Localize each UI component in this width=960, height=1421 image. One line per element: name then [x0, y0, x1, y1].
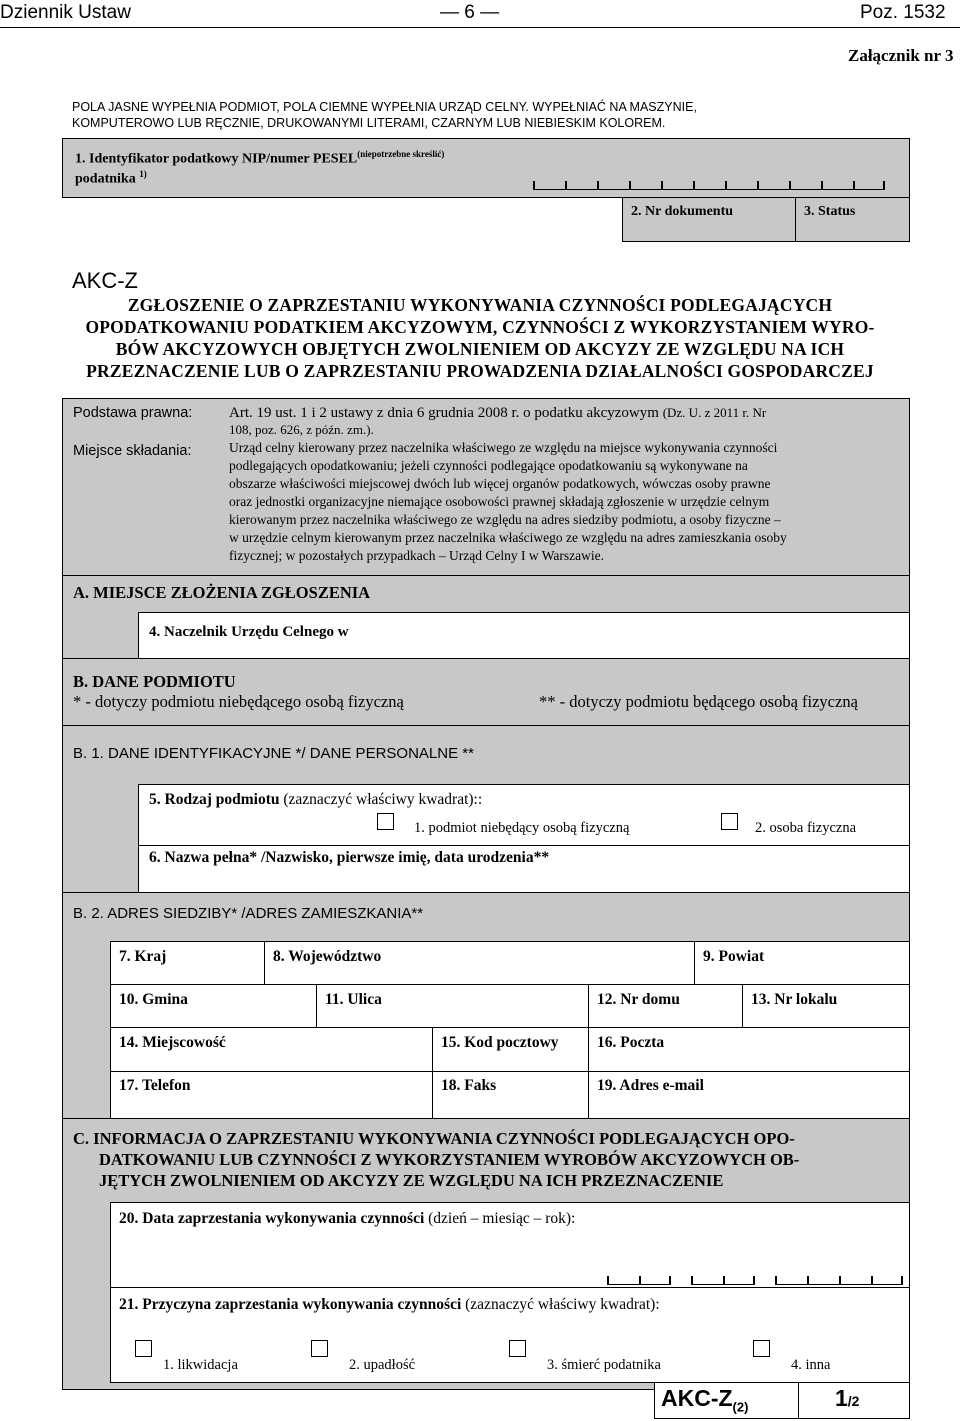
entity-type-person-label: 2. osoba fizyczna	[755, 820, 857, 836]
legal-basis-label: Podstawa prawna:	[73, 405, 193, 421]
place-line-7: fizycznej; w pozostałych przypadkach – Urząd Celny I w Warszawie.	[229, 548, 605, 563]
section-b-header	[62, 658, 910, 726]
place-label: Miejsce składania:	[73, 443, 192, 459]
section-a-title: A. MIEJSCE ZŁOŻENIA ZGŁOSZENIA	[73, 583, 371, 602]
place-line-5: kierowanym przez naczelnika właściwego ze względu na adres siedziby podmiotu, a osoby fizyczne –	[229, 512, 781, 527]
taxpayer-id-label: 1. Identyfikator podatkowy NIP/numer $PESEL^{(niepotrzebne skreślić)}$	[75, 149, 445, 167]
section-c-title-line-1: C. INFORMACJA O ZAPRZESTANIU WYKONYWANIA CZYNNOŚCI PODLEGAJĄCYCH OPO-	[73, 1129, 795, 1148]
taxpayer-label: podatnika $^{1)}$	[75, 169, 147, 187]
reason-bankruptcy-label: 2. upadłość	[349, 1357, 416, 1373]
form-footer	[654, 1382, 910, 1419]
footer-page-counter: 1/2	[835, 1385, 860, 1411]
place-line-6: w urzędzie celnym kierowanym przez naczelnika właściwego ze względu na adres zamieszkania osoby	[229, 530, 787, 545]
legal-basis-text: Art. 19 ust. 1 i 2 ustawy z dnia 6 grudnia 2008 r. o podatku akcyzowym (Dz. U. z 2011 r. Nr	[229, 405, 767, 421]
customs-office-label: 4. Naczelnik Urzędu Celnego w	[149, 624, 349, 640]
instructions-line-1: POLA JASNE WYPEŁNIA PODMIOT, POLA CIEMNE WYPEŁNIA URZĄD CELNY. WYPEŁNIAĆ NA MASZYNIE,	[72, 100, 697, 114]
reason-death-checkbox[interactable]	[509, 1340, 526, 1357]
cessation-reason-field	[110, 1287, 910, 1383]
reason-liquidation-label: 1. likwidacja	[163, 1357, 238, 1373]
reason-liquidation-checkbox[interactable]	[135, 1340, 152, 1357]
phone-label: 17. Telefon	[119, 1077, 191, 1094]
post-office-label: 16. Poczta	[597, 1034, 665, 1051]
entity-type-person-checkbox[interactable]	[721, 813, 738, 830]
apartment-number-label: 13. Nr lokalu	[751, 991, 838, 1008]
city-field[interactable]	[110, 1027, 433, 1072]
reason-death-label: 3. śmierć podatnika	[547, 1357, 661, 1373]
cessation-reason-label: 21. Przyczyna zaprzestania wykonywania czynności (zaznaczyć właściwy kwadrat):	[119, 1296, 660, 1313]
section-b-title: B. DANE PODMIOTU	[73, 672, 236, 691]
voivodeship-field[interactable]	[264, 941, 695, 985]
place-line-1: Urząd celny kierowany przez naczelnika właściwego ze względu na miejsce wykonywania czynności	[229, 440, 778, 455]
place-line-3: obszarze właściwości miejscowej dwóch lub więcej organów podatkowych, wówczas osoby prawne	[229, 476, 771, 491]
section-c-title-line-3: JĘTYCH ZWOLNIENIEM OD AKCYZY ZE WZGLĘDU NA ICH PRZEZNACZENIE	[99, 1171, 724, 1190]
taxpayer-id-field[interactable]	[62, 138, 910, 198]
reason-other-checkbox[interactable]	[753, 1340, 770, 1357]
entity-type-legal-checkbox[interactable]	[377, 813, 394, 830]
journal-name: Dziennik Ustaw	[0, 2, 131, 23]
fax-label: 18. Faks	[441, 1077, 497, 1094]
entity-type-label: 5. Rodzaj podmiotu (zaznaczyć właściwy kwadrat)::	[149, 791, 483, 808]
entity-type-legal-label: 1. podmiot niebędący osobą fizyczną	[414, 820, 630, 836]
section-b1-title: B. 1. DANE IDENTYFIKACYJNE */ DANE PERSONALNE **	[73, 745, 474, 762]
status-field	[795, 197, 910, 242]
place-line-4: oraz jednostki organizacyjne niemające osobowości prawnej składają zgłoszenie w urzędzie celnym	[229, 494, 770, 509]
email-field[interactable]	[588, 1071, 910, 1119]
street-label: 11. Ulica	[325, 991, 382, 1008]
form-title-line-2: OPODATKOWANIU PODATKIEM AKCYZOWYM, CZYNNOŚCI Z WYKORZYSTANIEM WYRO-	[85, 317, 875, 337]
postal-code-label: 15. Kod pocztowy	[441, 1034, 559, 1051]
position-number: Poz. 1532	[860, 2, 946, 23]
section-c-title-line-2: DATKOWANIU LUB CZYNNOŚCI Z WYKORZYSTANIEM WYROBÓW AKCYZOWYCH OB-	[99, 1150, 800, 1169]
cessation-year-boxes[interactable]	[775, 1271, 903, 1285]
apartment-number-field[interactable]	[742, 984, 910, 1028]
attachment-label: Załącznik nr 3	[848, 46, 954, 65]
section-b2-title: B. 2. ADRES SIEDZIBY* /ADRES ZAMIESZKANIA**	[73, 905, 424, 922]
country-field[interactable]	[110, 941, 265, 985]
document-number-label: 2. Nr dokumentu	[631, 204, 734, 219]
entity-type-field	[138, 784, 910, 846]
postal-code-field[interactable]	[432, 1027, 589, 1072]
commune-label: 10. Gmina	[119, 991, 188, 1008]
reason-bankruptcy-checkbox[interactable]	[311, 1340, 328, 1357]
full-name-field[interactable]	[138, 845, 910, 893]
form-title-line-1: ZGŁOSZENIE O ZAPRZESTANIU WYKONYWANIA CZYNNOŚCI PODLEGAJĄCYCH	[127, 295, 833, 315]
county-field[interactable]	[694, 941, 910, 985]
legal-basis-text-cont: 108, poz. 626, z późn. zm.).	[229, 422, 374, 437]
status-label: 3. Status	[804, 204, 856, 219]
post-office-field[interactable]	[588, 1027, 910, 1072]
voivodeship-label: 8. Województwo	[273, 948, 382, 965]
legal-entity-note: * - dotyczy podmiotu niebędącego osobą fizyczną	[73, 692, 404, 711]
cessation-month-boxes[interactable]	[691, 1271, 755, 1285]
footer-divider	[798, 1383, 799, 1418]
street-field[interactable]	[316, 984, 589, 1028]
page-number: — 6 —	[440, 2, 500, 23]
form-title-line-3: BÓW AKCYZOWYCH OBJĘTYCH ZWOLNIENIEM OD AKCYZY ZE WZGLĘDU NA ICH	[115, 339, 845, 359]
house-number-label: 12. Nr domu	[597, 991, 680, 1008]
place-line-2: podlegających opodatkowaniu; jeżeli czynności podlegające opodatkowaniu są wykonywane na	[229, 458, 748, 473]
legal-info-box	[62, 398, 910, 576]
phone-field[interactable]	[110, 1071, 433, 1119]
commune-field[interactable]	[110, 984, 317, 1028]
cessation-date-field	[110, 1202, 910, 1288]
reason-other-label: 4. inna	[791, 1357, 831, 1373]
cessation-date-label: 20. Data zaprzestania wykonywania czynności (dzień – miesiąc – rok):	[119, 1210, 576, 1227]
city-label: 14. Miejscowość	[119, 1034, 226, 1051]
taxpayer-id-digit-boxes[interactable]	[533, 176, 885, 190]
header-rule	[0, 27, 960, 28]
document-number-field	[622, 197, 796, 242]
footer-form-code: AKC-$Z_{(2)}$	[661, 1385, 749, 1415]
form-title-line-4: PRZEZNACZENIE LUB O ZAPRZESTANIU PROWADZENIA DZIAŁALNOŚCI GOSPODARCZEJ	[86, 361, 874, 381]
full-name-label: 6. Nazwa pełna* /Nazwisko, pierwsze imię, data urodzenia**	[149, 849, 550, 866]
house-number-field[interactable]	[588, 984, 743, 1028]
customs-office-field[interactable]	[138, 612, 910, 659]
natural-person-note: ** - dotyczy podmiotu będącego osobą fizyczną	[539, 692, 858, 711]
instructions-line-2: KOMPUTEROWO LUB RĘCZNIE, DRUKOWANYMI LITERAMI, CZARNYM LUB NIEBIESKIM KOLOREM.	[72, 116, 666, 130]
country-label: 7. Kraj	[119, 948, 167, 965]
form-code: AKC-Z	[72, 268, 138, 293]
fax-field[interactable]	[432, 1071, 589, 1119]
email-label: 19. Adres e-mail	[597, 1077, 704, 1094]
cessation-day-boxes[interactable]	[607, 1271, 671, 1285]
county-label: 9. Powiat	[703, 948, 765, 965]
